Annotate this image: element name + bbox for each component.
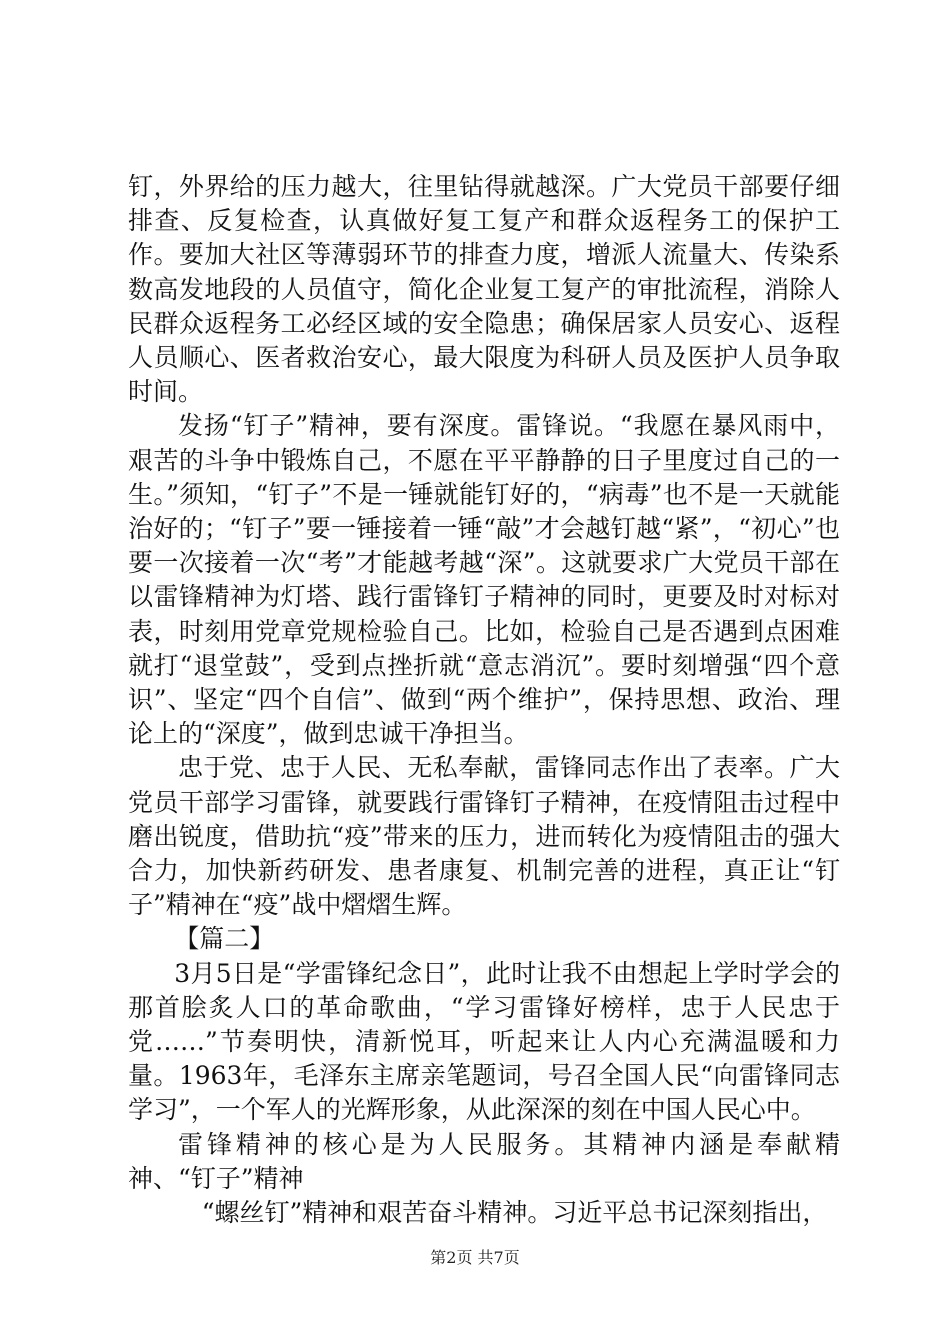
paragraph-loyalty: 忠于党、忠于人民、无私奉献，雷锋同志作出了表率。广大党员干部学习雷锋，就要践行雷锋钉子精神，在疫情阻击过程中磨出锐度，借助抗“疫”带来的压力，进而转化为疫情阻击的强大合力，加快新药研发、患者康复、机制完善的进程，真正让“钉子”精神在“疫”战中熠熠生辉。	[128, 753, 840, 920]
paragraph-core-spirit: 雷锋精神的核心是为人民服务。其精神内涵是奉献精神、“钉子”精神	[128, 1129, 840, 1193]
document-body	[128, 170, 840, 1230]
paragraph-continuation: 钉，外界给的压力越大，往里钻得就越深。广大党员干部要仔细排查、反复检查，认真做好复工复产和群众返程务工的保护工作。要加大社区等薄弱环节的排查力度，增派人流量大、传染系数高发地段的人员值守，简化企业复工复产的审批流程，消除人民群众返程务工必经区域的安全隐患；确保居家人员安心、返程人员顺心、医者救治安心，最大限度为科研人员及医护人员争取时间。	[128, 172, 840, 407]
section-heading: 【篇二】	[174, 924, 275, 954]
page-number-footer: 第2页 共7页	[430, 1248, 520, 1267]
paragraph-march-fifth: 3月5日是“学雷锋纪念日”，此时让我不由想起上学时学会的那首脍炙人口的革命歌曲，“学习雷锋好榜样，忠于人民忠于党……”节奏明快，清新悦耳，听起来让人内心充满温暖和力量。1963年，毛泽东主席亲笔题词，号召全国人民“向雷锋同志学习”，一个军人的光辉形象，从此深深的刻在中国人民心中。	[128, 958, 840, 1125]
paragraph-depth: 发扬“钉子”精神，要有深度。雷锋说。“我愿在暴风雨中，艰苦的斗争中锻炼自己，不愿在平平静静的日子里度过自己的一生。”须知，“钉子”不是一锤就能钉好的，“病毒”也不是一天就能治好的；“钉子”要一锤接着一锤“敲”才会越钉越“紧”，“初心”也要一次接着一次“考”才能越考越“深”。这就要求广大党员干部在以雷锋精神为灯塔、践行雷锋钉子精神的同时，更要及时对标对表，时刻用党章党规检验自己。比如，检验自己是否遇到点困难就打“退堂鼓”，受到点挫折就“意志消沉”。要时刻增强“四个意识”、坚定“四个自信”、做到“两个维护”，保持思想、政治、理论上的“深度”，做到忠诚干净担当。	[128, 411, 840, 749]
paragraph-screw-spirit: “螺丝钉”精神和艰苦奋斗精神。习近平总书记深刻指出，	[201, 1198, 828, 1228]
